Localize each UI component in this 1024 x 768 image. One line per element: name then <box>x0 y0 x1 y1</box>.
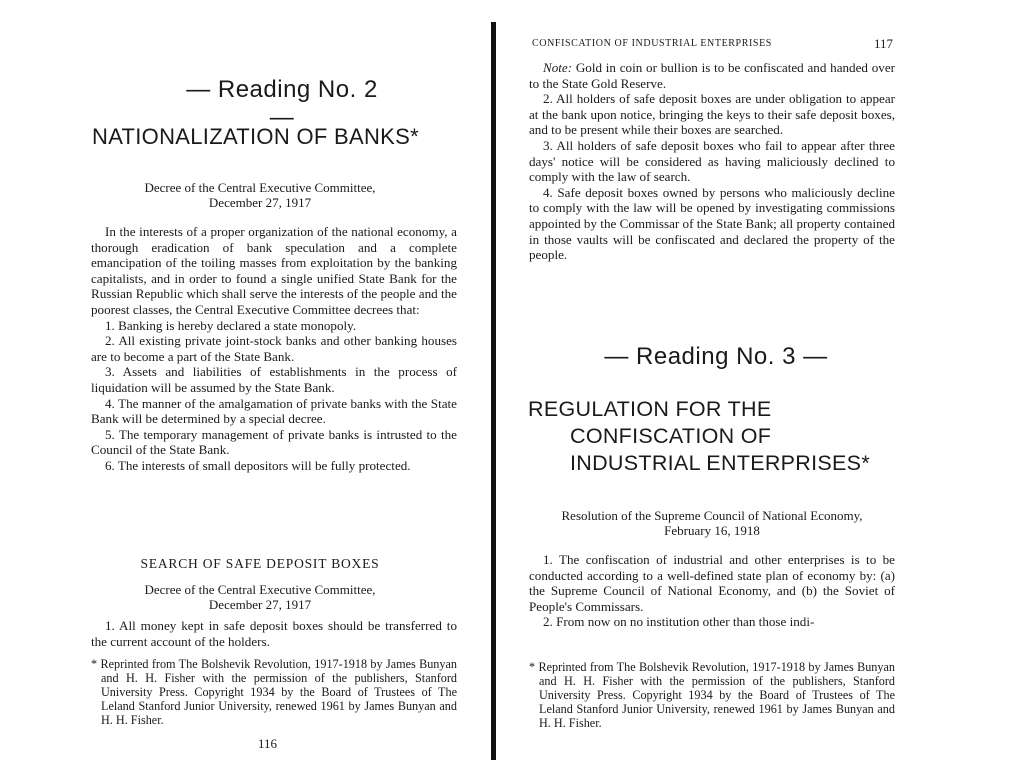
resolution-header-line: Resolution of the Supreme Council of National Economy, <box>561 508 863 523</box>
decree-item: 5. The temporary management of private banks is intrusted to the Council of the State Bank. <box>91 426 457 458</box>
left-page <box>0 0 492 768</box>
footnote-text: * Reprinted from The Bolshevik Revolution, 1917-1918 by James Bunyan and H. H. Fisher with the permission of the publishers, Stanford University Press. Copyright 1934 by the Board of Trustees of The Leland Stanford Junior University, renewed 1961 by James Bunyan and H. H. Fisher. <box>91 657 457 727</box>
decree-item: 2. All existing private joint-stock banks and other banking houses are to become a part of the State Bank. <box>91 333 457 364</box>
continued-text <box>529 60 895 263</box>
page-number: 116 <box>258 736 278 751</box>
decree-item: 4. The manner of the amalgamation of private banks with the State Bank will be determined by a special decree. <box>91 395 457 427</box>
footnote-text: * Reprinted from The Bolshevik Revolution, 1917-1918 by James Bunyan and H. H. Fisher with the permission of the publishers, Stanford University Press. Copyright 1934 by the Board of Trustees of The Leland Stanford Junior University, renewed 1961 by James Bunyan and H. H. Fisher. <box>529 660 895 730</box>
decree-item: 1. Banking is hereby declared a state monopoly. <box>105 317 357 333</box>
right-page <box>496 0 1024 768</box>
decree-date: December 27, 1917 <box>208 195 312 210</box>
resolution-item: 1. The confiscation of industrial and other enterprises is to be conducted according to a well-defined state plan of economy by: (a) the Supreme Council of National Economy, and (b) the Soviet of People's Commissars. <box>529 552 895 614</box>
note-paragraph <box>529 60 895 91</box>
subsection-title: SEARCH OF SAFE DEPOSIT BOXES <box>140 556 380 571</box>
decree-item: 3. All holders of safe deposit boxes who fail to appear after three days' notice will be considered as having maliciously declined to comply with the law of search. <box>529 137 895 185</box>
chapter-title-line: INDUSTRIAL ENTERPRISES* <box>570 451 870 475</box>
resolution-body <box>529 552 895 630</box>
note-text: Gold in coin or bullion is to be confiscated and handed over to the State Gold Reserve. <box>529 60 895 91</box>
footnote <box>91 657 457 727</box>
running-head: CONFISCATION OF INDUSTRIAL ENTERPRISES <box>532 38 772 49</box>
decree-header-line: Decree of the Central Executive Committee, <box>144 180 376 195</box>
page-number: 117 <box>874 36 894 51</box>
chapter-title <box>528 396 908 477</box>
subsection-header-line: Decree of the Central Executive Committee, <box>144 582 376 597</box>
reading-label: — Reading No. 2 — <box>186 76 378 131</box>
reading-label: — Reading No. 3 — <box>604 343 828 370</box>
decree-item: 3. Assets and liabilities of establishments in the process of liquidation will be assumed by the State Bank. <box>91 364 457 395</box>
note-label: Note: <box>543 60 573 75</box>
decree-item: 4. Safe deposit boxes owned by persons who maliciously decline to comply with the law will be opened by investigating commissions appointed by the Commissar of the State Bank; all property contained in those vaults will be confiscated and declared the property of the people. <box>529 184 895 263</box>
chapter-title-line: REGULATION FOR THE <box>528 397 772 421</box>
subsection-header <box>110 582 410 612</box>
subsection-body <box>91 618 457 649</box>
chapter-title-line: CONFISCATION OF <box>570 424 772 448</box>
decree-item: 6. The interests of small depositors will be fully protected. <box>105 457 411 473</box>
decree-header <box>110 180 410 210</box>
resolution-header <box>522 508 902 538</box>
resolution-item: 2. From now on no institution other than those indi- <box>543 614 815 630</box>
subsection-date: December 27, 1917 <box>208 597 312 612</box>
chapter-title: NATIONALIZATION OF BANKS* <box>92 124 419 149</box>
footnote <box>529 660 895 730</box>
resolution-date: February 16, 1918 <box>664 523 760 538</box>
subsection-item: 1. All money kept in safe deposit boxes should be transferred to the current account of the holders. <box>91 618 457 649</box>
decree-body <box>91 224 457 474</box>
intro-paragraph: In the interests of a proper organization of the national economy, a thorough eradication of bank speculation and a complete emancipation of the toiling masses from exploitation by the banking capitalists, and in order to found a single unified State Bank for the Russian Republic which shall serve the interests of the people and the poorest classes, the Central Executive Committee decrees that: <box>91 224 457 317</box>
decree-item: 2. All holders of safe deposit boxes are under obligation to appear at the bank upon notice, bringing the keys to their safe deposit boxes, and to be present while their boxes are searched. <box>529 91 895 138</box>
